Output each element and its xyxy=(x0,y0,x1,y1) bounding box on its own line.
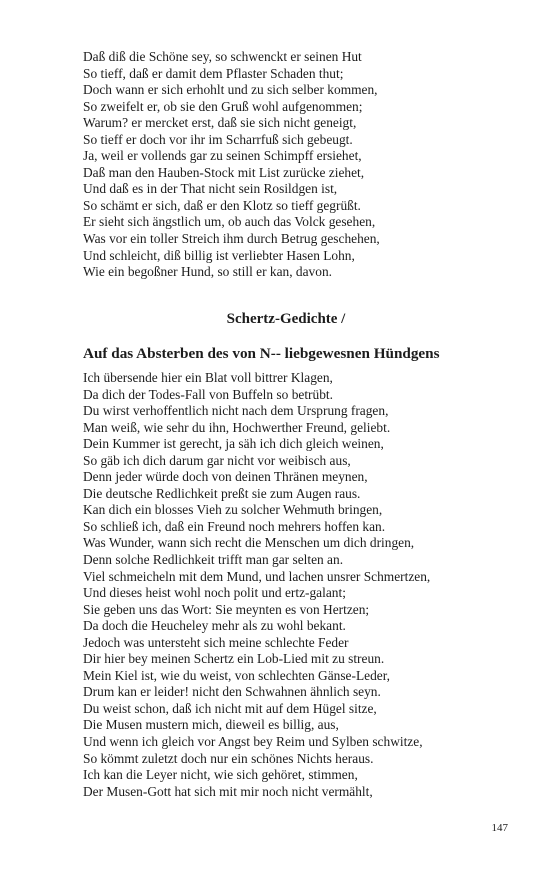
verse-line: Er sieht sich ängstlich um, ob auch das Volck gesehen, xyxy=(83,214,376,230)
verse-line: Jedoch was untersteht sich meine schlechte Feder xyxy=(83,634,349,650)
verse-line: Die Musen mustern mich, dieweil es billig, aus, xyxy=(83,717,339,733)
section-heading: Schertz-Gedichte / xyxy=(226,311,346,327)
verse-line: Der Musen-Gott hat sich mit mir noch nicht vermählt, xyxy=(83,783,373,799)
verse-line: Daß man den Hauben-Stock mit List zurücke ziehet, xyxy=(83,164,365,180)
verse-line: Ja, weil er vollends gar zu seinen Schimpff ersiehet, xyxy=(83,148,362,164)
verse-line: So tieff er doch vor ihr im Scharrfuß sich gebeugt. xyxy=(83,131,353,147)
verse-block-2 xyxy=(83,370,523,800)
verse-lines xyxy=(83,49,523,281)
poem-title: Auf das Absterben des von N-- liebgewesnen Hündgens xyxy=(83,345,440,362)
verse-line: Denn jeder würde doch von deinen Thränen meynen, xyxy=(83,469,368,485)
verse-line: Wie ein begoßner Hund, so still er kan, davon. xyxy=(83,264,332,280)
verse-line: Und schleicht, diß billig ist verliebter Hasen Lohn, xyxy=(83,247,355,263)
verse-line: Viel schmeicheln mit dem Mund, und lachen unsrer Schmertzen, xyxy=(83,568,431,584)
verse-line: So schließ ich, daß ein Freund noch mehrers hoffen kan. xyxy=(83,518,386,534)
verse-line: Dir hier bey meinen Schertz ein Lob-Lied mit zu streun. xyxy=(83,651,385,667)
verse-line: Du weist schon, daß ich nicht mit auf dem Hügel sitze, xyxy=(83,700,377,716)
verse-line: Doch wann er sich erhohlt und zu sich selber kommen, xyxy=(83,82,378,98)
verse-line: Denn solche Redlichkeit trifft man gar selten an. xyxy=(83,552,344,568)
verse-line: So kömmt zuletzt doch nur ein schönes Nichts heraus. xyxy=(83,750,374,766)
verse-line: Drum kan er leider! nicht den Schwahnen ähnlich seyn. xyxy=(83,684,381,700)
verse-line: Ich kan die Leyer nicht, wie sich gehöret, stimmen, xyxy=(83,767,358,783)
verse-line: Sie geben uns das Wort: Sie meynten es von Hertzen; xyxy=(83,601,370,617)
verse-line: Mein Kiel ist, wie du weist, von schlechten Gänse-Leder, xyxy=(83,667,390,683)
verse-line: So zweifelt er, ob sie den Gruß wohl aufgenommen; xyxy=(83,98,363,114)
verse-line: Was Wunder, wann sich recht die Menschen um dich dringen, xyxy=(83,535,415,551)
verse-line: Was vor ein toller Streich ihm durch Betrug geschehen, xyxy=(83,231,380,247)
verse-line: Und wenn ich gleich vor Angst bey Reim und Sylben schwitze, xyxy=(83,734,423,750)
verse-line: Du wirst verhoffentlich nicht nach dem Ursprung fragen, xyxy=(83,403,389,419)
verse-line: Ich übersende hier ein Blat voll bittrer Klagen, xyxy=(83,370,333,385)
verse-line: So schämt er sich, daß er den Klotz so tieff gegrüßt. xyxy=(83,197,361,213)
verse-line: Die deutsche Redlichkeit preßt sie zum Augen raus. xyxy=(83,485,361,501)
verse-line: Daß diß die Schöne sey, so schwenckt er seinen Hut xyxy=(83,49,362,64)
verse-line: Warum? er mercket erst, daß sie sich nicht geneigt, xyxy=(83,115,357,131)
verse-line: Da doch die Heucheley mehr als zu wohl bekant. xyxy=(83,618,346,634)
verse-line: Und daß es in der That nicht sein Rosildgen ist, xyxy=(83,181,338,197)
verse-block-1 xyxy=(83,49,523,281)
verse-line: So tieff, daß er damit dem Pflaster Schaden thut; xyxy=(83,65,344,81)
verse-line: Man weiß, wie sehr du ihn, Hochwerther Freund, geliebt. xyxy=(83,419,391,435)
page-number: 147 xyxy=(491,822,508,834)
verse-lines xyxy=(83,370,523,800)
verse-line: So gäb ich dich darum gar nicht vor weibisch aus, xyxy=(83,452,351,468)
verse-line: Dein Kummer ist gerecht, ja säh ich dich gleich weinen, xyxy=(83,436,384,452)
verse-line: Kan dich ein blosses Vieh zu solcher Wehmuth bringen, xyxy=(83,502,383,518)
verse-line: Da dich der Todes-Fall von Buffeln so betrübt. xyxy=(83,386,333,402)
verse-line: Und dieses heist wohl noch polit und ertz-galant; xyxy=(83,585,346,601)
